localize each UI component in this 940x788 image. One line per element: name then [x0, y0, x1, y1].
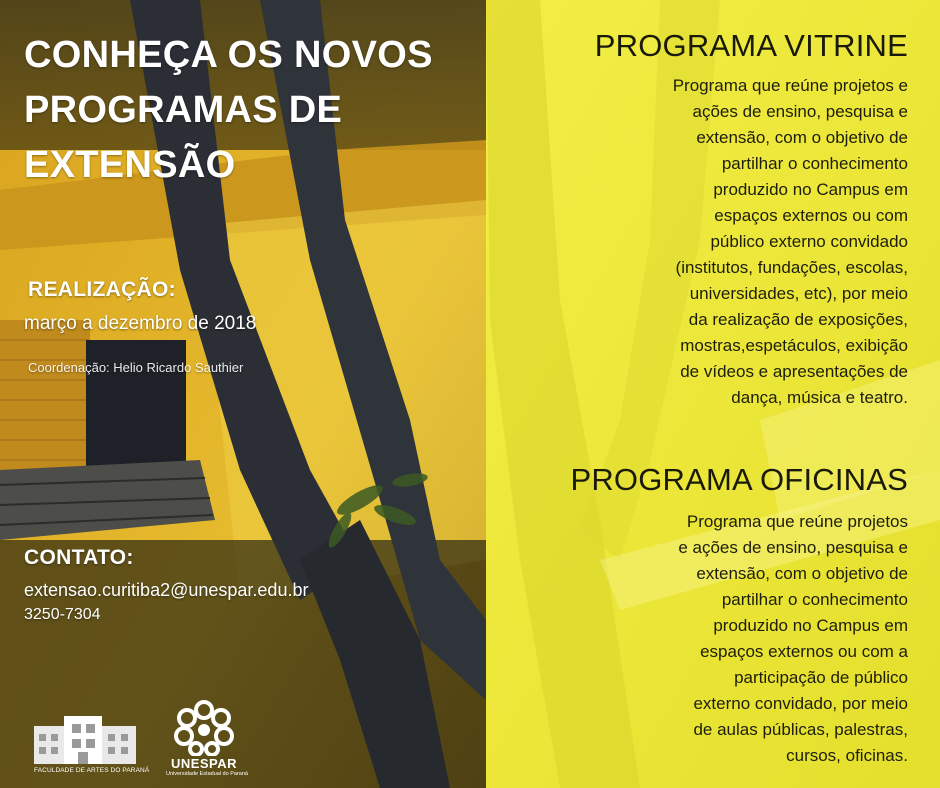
program-oficinas-title: PROGRAMA OFICINAS: [570, 462, 908, 497]
headline: [24, 28, 484, 193]
headline-line-2: PROGRAMAS DE: [24, 89, 343, 131]
realizacao-period: março a dezembro de 2018: [24, 313, 257, 334]
unespar-name: UNESPAR: [170, 756, 238, 771]
unespar-logo: [166, 700, 248, 782]
contato-label: CONTATO:: [24, 546, 134, 569]
headline-line-3: EXTENSÃO: [24, 144, 236, 186]
program-vitrine-title: PROGRAMA VITRINE: [594, 28, 908, 63]
realizacao-label: REALIZAÇÃO:: [28, 278, 176, 301]
faculdade-caption: FACULDADE DE ARTES DO PARANÁ: [34, 767, 150, 774]
headline-line-1: CONHEÇA OS NOVOS: [24, 34, 433, 76]
unespar-emblem-icon: [166, 700, 242, 756]
coordination-text: Coordenação: Helio Ricardo Sauthier: [28, 360, 244, 375]
program-vitrine-description: Programa que reúne projetos e ações de ensino, pesquisa e extensão, com o objetivo de partilhar o conhecimento produzido no Campus em espaços externos ou com público externo convidado (institutos, fundações, escolas, universidades, etc), por meio da realização de exposições, mostras,espetáculos, exibição de vídeos e apresentações de dança, música e teatro.: [672, 76, 908, 407]
unespar-subtitle: Universidade Estadual do Paraná: [166, 771, 248, 777]
contact-phone: 3250-7304: [24, 606, 101, 623]
contact-email[interactable]: extensao.curitiba2@unespar.edu.br: [24, 580, 309, 600]
faculdade-artes-logo: [34, 712, 150, 780]
program-oficinas-description: Programa que reúne projetos e ações de ensino, pesquisa e extensão, com o objetivo de partilhar o conhecimento produzido no Campus em espaços externos ou com a participação de público externo convidado, por meio de aulas públicas, palestras, cursos, oficinas.: [678, 512, 908, 765]
building-icon: [34, 712, 140, 766]
